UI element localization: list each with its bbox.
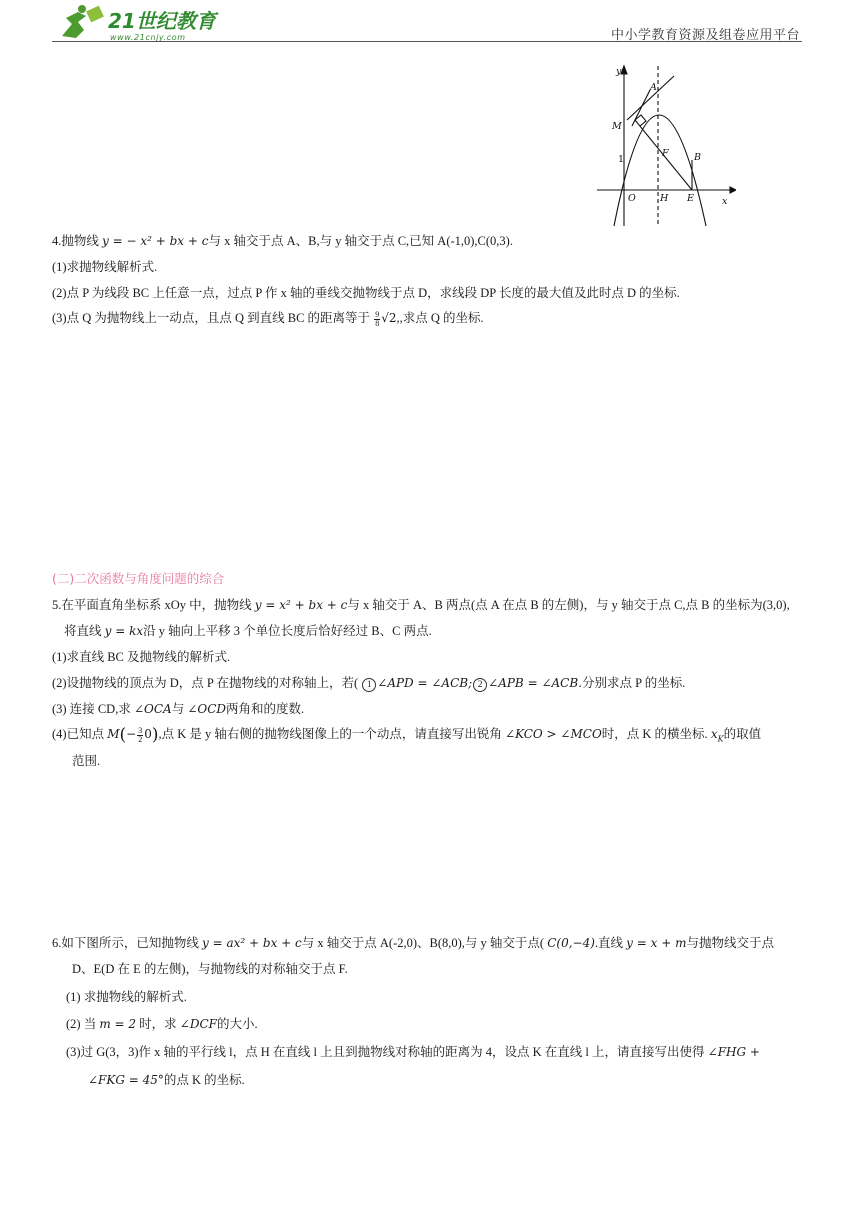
label-f: F <box>662 148 669 159</box>
q6-stem-line2: D、E(D 在 E 的左侧)，与抛物线的对称轴交于点 F. <box>72 962 348 976</box>
q4-fraction: $\frac{9}{8}$ <box>375 309 380 328</box>
circled-number-2: 2 <box>473 678 487 692</box>
q5-stem-line2: 将直线 y = kx沿 y 轴向上平移 3 个单位长度后恰好经过 B、C 两点. <box>64 624 432 638</box>
q5-part2: (2)设抛物线的顶点为 D，点 P 在抛物线的对称轴上，若( 1 ∠APD = ∠ACB; 2 ∠APB = ∠ACB.分别求点 P 的坐标. <box>52 676 686 690</box>
q5-stem-line1: 5.在平面直角坐标系 xOy 中，抛物线 y = x² + bx + c与 x 轴交于 A、B 两点(点 A 在点 B 的左侧)，与 y 轴交于点 C,点 B 的坐标为(3,0), <box>52 598 790 612</box>
q4-part2: (2)点 P 为线段 BC 上任意一点，过点 P 作 x 轴的垂线交抛物线于点 D，求线段 DP 长度的最大值及此时点 D 的坐标. <box>52 286 680 300</box>
label-one: 1 <box>618 154 625 165</box>
label-a: A <box>650 82 657 93</box>
y-axis-arrow-icon <box>621 66 627 74</box>
label-b: B <box>694 152 701 163</box>
label-y: y <box>616 66 622 77</box>
platform-name: 中小学教育资源及组卷应用平台 <box>610 28 800 43</box>
x-axis-arrow-icon <box>730 187 736 193</box>
site-logo <box>52 2 252 42</box>
q6-part3-cont: ∠FKG = 45°的点 K 的坐标. <box>88 1073 245 1087</box>
q6-part1: (1) 求抛物线的解析式. <box>66 990 187 1004</box>
q5-part3: (3) 连接 CD,求 ∠OCA与 ∠OCD两角和的度数. <box>52 702 305 716</box>
circled-number-1: 1 <box>362 678 376 692</box>
header-divider <box>52 41 802 42</box>
q5-part4: (4)已知点 M(− $\frac{3}{2}$ 0),点 K 是 y 轴右侧的抛物线图像上的一个动点，请直接写出锐角 ∠KCO > ∠MCO时，点 K 的横坐标. $x_K$的取值 <box>52 725 762 745</box>
parabola-figure <box>594 62 736 230</box>
q4-stem: 4.抛物线 y = − x² + bx + c与 x 轴交于点 A、B,与 y 轴交于点 C,已知 A(-1,0),C(0,3). <box>52 234 513 248</box>
q6-part2: (2) 当 m = 2 时，求 ∠DCF的大小. <box>66 1017 258 1031</box>
q6-stem-line1: 6.如下图所示，已知抛物线 y = ax² + bx + c与 x 轴交于点 A(-2,0)、B(8,0),与 y 轴交于点( C(0,−4).直线 y = x + m与抛物线交于点 <box>52 936 774 950</box>
label-h: H <box>660 193 669 204</box>
logo-url-text: www.21cnjy.com <box>110 33 186 42</box>
label-x: x <box>722 196 728 207</box>
q4-part1: (1)求抛物线解析式. <box>52 260 158 274</box>
q5-fraction: $\frac{3}{2}$ <box>138 725 143 744</box>
label-o: O <box>628 193 636 204</box>
segment-am <box>632 90 650 126</box>
label-m: M <box>612 121 622 132</box>
label-e: E <box>687 193 694 204</box>
section-heading: (二)二次函数与角度问题的综合 <box>52 571 225 586</box>
q5-part4-cont: 范围. <box>72 754 101 768</box>
q5-part1: (1)求直线 BC 及抛物线的解析式. <box>52 650 231 664</box>
q4-part3: (3)点 Q 为抛物线上一动点，且点 Q 到直线 BC 的距离等于 $\frac{9}{8}$ √2,,求点 Q 的坐标. <box>52 309 484 328</box>
q6-part3: (3)过 G(3，3)作 x 轴的平行线 l，点 H 在直线 l 上且到抛物线对称轴的距离为 4，设点 K 在直线 l 上，请直接写出使得 ∠FHG + <box>66 1045 760 1059</box>
page-header <box>52 2 802 42</box>
logo-main-text: 21世纪教育 <box>108 9 216 33</box>
q4-parabola-eq: y = − x² + bx + c <box>102 234 209 248</box>
